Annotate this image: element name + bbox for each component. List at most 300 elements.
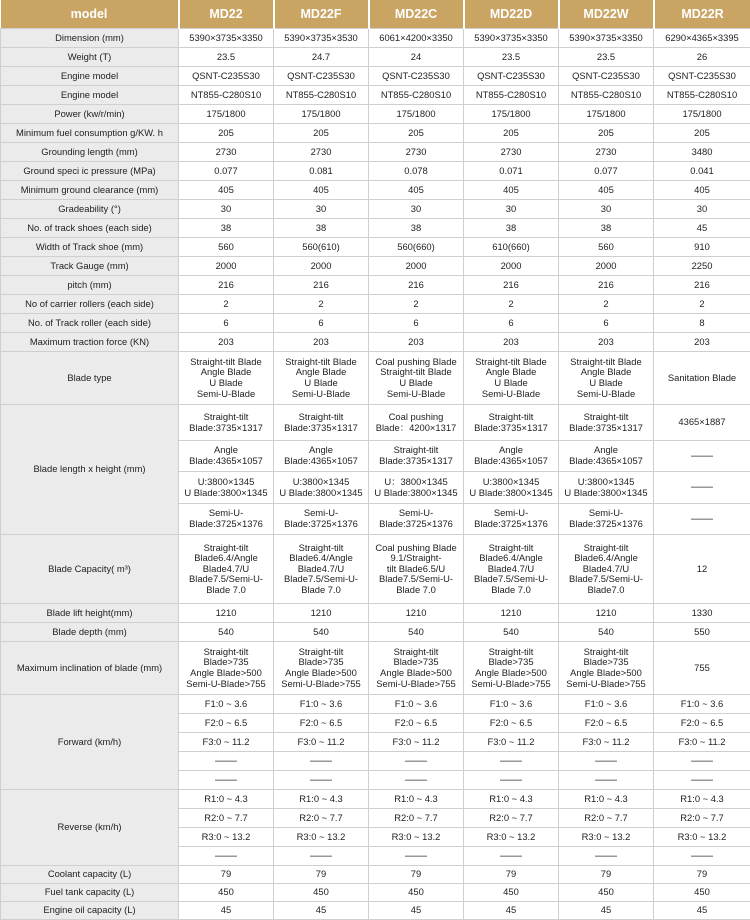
value-cell: 6 (179, 314, 274, 333)
cell-line: Semi-U-Blade>755 (181, 679, 271, 690)
value-cell: QSNT-C235S30 (559, 67, 654, 86)
value-cell: 216 (464, 276, 559, 295)
cell-line: Blade>735 (276, 657, 366, 668)
value-cell: F3:0 ~ 11.2 (559, 733, 654, 752)
value-cell: F1:0 ~ 3.6 (274, 695, 369, 714)
table-row (1, 29, 750, 48)
value-cell (654, 405, 750, 441)
value-cell: 6 (369, 314, 464, 333)
cell-line: U:3800×1345 (181, 477, 271, 488)
value-cell: 216 (559, 276, 654, 295)
table-row (1, 124, 750, 143)
row-label: Blade type (1, 352, 179, 405)
value-cell: F3:0 ~ 11.2 (369, 733, 464, 752)
value-cell: 2000 (179, 257, 274, 276)
cell-line: Semi-U-Blade (276, 389, 366, 400)
value-cell: 405 (559, 181, 654, 200)
table-row (1, 866, 750, 884)
value-cell: QSNT-C235S30 (654, 67, 750, 86)
cell-line: 12 (656, 564, 748, 575)
cell-line: Angle Blade>500 (181, 668, 271, 679)
value-cell: R2:0 ~ 7.7 (464, 809, 559, 828)
value-cell (654, 441, 750, 472)
cell-line: Blade6.4/Angle (561, 553, 651, 564)
cell-line: Straight-tilt (276, 647, 366, 658)
table-row (1, 604, 750, 623)
value-cell: F2:0 ~ 6.5 (654, 714, 750, 733)
value-cell: F1:0 ~ 3.6 (654, 695, 750, 714)
value-cell: 405 (654, 181, 750, 200)
value-cell: R1:0 ~ 4.3 (274, 790, 369, 809)
value-cell: 45 (179, 902, 274, 920)
value-cell (179, 405, 274, 441)
value-cell (559, 472, 654, 504)
model-md22-header: MD22 (179, 0, 274, 29)
cell-line: Semi-U- (466, 508, 556, 519)
cell-line: Straight-tilt (181, 647, 271, 658)
value-cell: 0.077 (179, 162, 274, 181)
value-cell (464, 504, 559, 535)
model-md22d-header: MD22D (464, 0, 559, 29)
value-cell: 24.7 (274, 48, 369, 67)
value-cell: 1210 (369, 604, 464, 623)
cell-line: U Blade (561, 378, 651, 389)
cell-line: Blade:3725×1376 (466, 519, 556, 530)
value-cell: —— (179, 752, 274, 771)
value-cell: 450 (654, 884, 750, 902)
cell-line: Semi-U- (181, 508, 271, 519)
value-cell: NT855-C280S10 (654, 86, 750, 105)
cell-line: Angle Blade>500 (276, 668, 366, 679)
value-cell: 175/1800 (274, 105, 369, 124)
value-cell: 5390×3735×3350 (464, 29, 559, 48)
value-cell: 175/1800 (654, 105, 750, 124)
row-label: Engine model (1, 67, 179, 86)
value-cell: 6 (274, 314, 369, 333)
value-cell: 216 (654, 276, 750, 295)
value-cell: 203 (654, 333, 750, 352)
value-cell: 30 (179, 200, 274, 219)
model-md22c-header: MD22C (369, 0, 464, 29)
value-cell (464, 642, 559, 695)
value-cell: F2:0 ~ 6.5 (464, 714, 559, 733)
cell-line: U Blade:3800×1345 (371, 488, 461, 499)
value-cell: 560(610) (274, 238, 369, 257)
table-row (1, 86, 750, 105)
value-cell (274, 642, 369, 695)
value-cell: R3:0 ~ 13.2 (274, 828, 369, 847)
table-row (1, 181, 750, 200)
cell-line: Straight-tilt (181, 412, 271, 423)
cell-line: U Blade (181, 378, 271, 389)
value-cell: 0.078 (369, 162, 464, 181)
value-cell: 1210 (464, 604, 559, 623)
value-cell: 560 (179, 238, 274, 257)
value-cell: R1:0 ~ 4.3 (464, 790, 559, 809)
cell-line: Blade 7.0 (276, 585, 366, 596)
value-cell (274, 535, 369, 604)
cell-line: Blade7.5/Semi-U- (181, 574, 271, 585)
row-label: Power (kw/r/min) (1, 105, 179, 124)
row-label: Blade lift height(mm) (1, 604, 179, 623)
value-cell: 5390×3735×3350 (559, 29, 654, 48)
table-row (1, 352, 750, 405)
value-cell (369, 535, 464, 604)
value-cell: 1330 (654, 604, 750, 623)
value-cell: 450 (179, 884, 274, 902)
value-cell: 205 (179, 124, 274, 143)
value-cell (369, 642, 464, 695)
cell-line: Straight-tilt (276, 543, 366, 554)
cell-line: Blade7.5/Semi-U- (276, 574, 366, 585)
row-label: Blade depth (mm) (1, 623, 179, 642)
value-cell (369, 405, 464, 441)
row-label: Dimension (mm) (1, 29, 179, 48)
value-cell (464, 535, 559, 604)
value-cell: 540 (464, 623, 559, 642)
value-cell: 30 (559, 200, 654, 219)
value-cell: R1:0 ~ 4.3 (369, 790, 464, 809)
value-cell: —— (369, 752, 464, 771)
cell-line: Angle (276, 445, 366, 456)
value-cell: 216 (274, 276, 369, 295)
value-cell (274, 352, 369, 405)
table-row (1, 642, 750, 695)
cell-line: Blade:4365×1057 (276, 456, 366, 467)
value-cell: 79 (464, 866, 559, 884)
cell-line: Angle Blade (561, 367, 651, 378)
row-label: Gradeability (°) (1, 200, 179, 219)
value-cell: QSNT-C235S30 (369, 67, 464, 86)
value-cell (179, 352, 274, 405)
value-cell: —— (559, 847, 654, 866)
row-label: Engine model (1, 86, 179, 105)
value-cell: —— (559, 752, 654, 771)
value-cell (369, 352, 464, 405)
cell-line: Straight-tilt Blade (561, 357, 651, 368)
value-cell: 205 (274, 124, 369, 143)
value-cell (464, 352, 559, 405)
table-row (1, 276, 750, 295)
cell-line: —— (656, 450, 748, 462)
cell-line: Semi-U- (276, 508, 366, 519)
cell-line: Blade>735 (561, 657, 651, 668)
row-label: Minimum fuel consumption g/KW. h (1, 124, 179, 143)
value-cell: 2730 (179, 143, 274, 162)
value-cell: 2730 (464, 143, 559, 162)
value-cell: 6 (559, 314, 654, 333)
value-cell: F3:0 ~ 11.2 (274, 733, 369, 752)
value-cell: 38 (559, 219, 654, 238)
value-cell (559, 352, 654, 405)
table-row (1, 695, 750, 714)
cell-line: Semi-U-Blade (466, 389, 556, 400)
value-cell: R3:0 ~ 13.2 (464, 828, 559, 847)
cell-line: Blade:4365×1057 (466, 456, 556, 467)
value-cell: 24 (369, 48, 464, 67)
cell-line: Angle Blade>500 (561, 668, 651, 679)
cell-line: U Blade:3800×1345 (181, 488, 271, 499)
row-label: No. of Track roller (each side) (1, 314, 179, 333)
cell-line: Blade 7.0 (181, 585, 271, 596)
row-label: Blade Capacity( m³) (1, 535, 179, 604)
value-cell: —— (654, 847, 750, 866)
value-cell: 540 (559, 623, 654, 642)
value-cell: QSNT-C235S30 (464, 67, 559, 86)
value-cell: 1210 (274, 604, 369, 623)
cell-line: Coal pushing Blade (371, 357, 461, 368)
value-cell: 205 (654, 124, 750, 143)
value-cell: —— (464, 752, 559, 771)
value-cell: F3:0 ~ 11.2 (654, 733, 750, 752)
value-cell (179, 441, 274, 472)
row-label: No of carrier rollers (each side) (1, 295, 179, 314)
value-cell: 6290×4365×3395 (654, 29, 750, 48)
cell-line: Straight-tilt (371, 445, 461, 456)
value-cell: NT855-C280S10 (464, 86, 559, 105)
value-cell: 540 (179, 623, 274, 642)
value-cell: F1:0 ~ 3.6 (369, 695, 464, 714)
value-cell: —— (179, 847, 274, 866)
cell-line: Straight-tilt (466, 412, 556, 423)
value-cell: 5390×3735×3350 (179, 29, 274, 48)
row-label: Width of Track shoe (mm) (1, 238, 179, 257)
value-cell (274, 472, 369, 504)
value-cell: 405 (274, 181, 369, 200)
cell-line: Blade6.4/Angle (276, 553, 366, 564)
value-cell: R2:0 ~ 7.7 (654, 809, 750, 828)
cell-line: Straight-tilt Blade (371, 367, 461, 378)
cell-line: Blade:3725×1376 (561, 519, 651, 530)
value-cell: F2:0 ~ 6.5 (369, 714, 464, 733)
value-cell: 5390×3735×3530 (274, 29, 369, 48)
value-cell (179, 472, 274, 504)
spec-table-body (1, 29, 750, 920)
value-cell: 550 (654, 623, 750, 642)
cell-line: Semi-U-Blade (181, 389, 271, 400)
value-cell: 38 (274, 219, 369, 238)
cell-line: U Blade:3800×1345 (276, 488, 366, 499)
value-cell: 910 (654, 238, 750, 257)
value-cell: F2:0 ~ 6.5 (559, 714, 654, 733)
value-cell: 45 (559, 902, 654, 920)
value-cell: 405 (369, 181, 464, 200)
cell-line: Semi-U-Blade>755 (371, 679, 461, 690)
row-label: No. of track shoes (each side) (1, 219, 179, 238)
cell-line: Semi-U-Blade>755 (561, 679, 651, 690)
value-cell: 30 (654, 200, 750, 219)
value-cell: 79 (369, 866, 464, 884)
value-cell: —— (274, 752, 369, 771)
value-cell: R3:0 ~ 13.2 (369, 828, 464, 847)
value-cell: 203 (369, 333, 464, 352)
cell-line: Blade>735 (466, 657, 556, 668)
table-row (1, 67, 750, 86)
value-cell: 38 (464, 219, 559, 238)
value-cell: 2 (369, 295, 464, 314)
value-cell (654, 352, 750, 405)
value-cell: 45 (654, 902, 750, 920)
cell-line: Blade 7.0 (371, 585, 461, 596)
value-cell (274, 405, 369, 441)
row-label: Track Gauge (mm) (1, 257, 179, 276)
cell-line: Blade:4365×1057 (181, 456, 271, 467)
cell-line: Straight-tilt Blade (181, 357, 271, 368)
value-cell: R3:0 ~ 13.2 (654, 828, 750, 847)
value-cell: R2:0 ~ 7.7 (274, 809, 369, 828)
value-cell: 0.081 (274, 162, 369, 181)
value-cell: 2730 (274, 143, 369, 162)
value-cell (559, 405, 654, 441)
value-cell: 216 (369, 276, 464, 295)
value-cell: 540 (369, 623, 464, 642)
value-cell (559, 642, 654, 695)
cell-line: Straight-tilt (561, 543, 651, 554)
row-label: Engine oil capacity (L) (1, 902, 179, 920)
value-cell (654, 535, 750, 604)
value-cell: 30 (464, 200, 559, 219)
cell-line: Angle Blade (466, 367, 556, 378)
value-cell (559, 504, 654, 535)
cell-line: Sanitation Blade (656, 373, 748, 384)
value-cell: —— (654, 771, 750, 790)
value-cell: —— (369, 771, 464, 790)
value-cell: 79 (179, 866, 274, 884)
value-cell: R2:0 ~ 7.7 (179, 809, 274, 828)
value-cell (179, 504, 274, 535)
cell-line: Straight-tilt (371, 647, 461, 658)
cell-line: Angle (181, 445, 271, 456)
value-cell: —— (369, 847, 464, 866)
cell-line: Blade:3735×1317 (276, 423, 366, 434)
value-cell: —— (464, 771, 559, 790)
value-cell: 45 (274, 902, 369, 920)
value-cell: 205 (559, 124, 654, 143)
table-row (1, 790, 750, 809)
row-label: Reverse (km/h) (1, 790, 179, 866)
value-cell: F3:0 ~ 11.2 (179, 733, 274, 752)
cell-line: Blade:3735×1317 (371, 456, 461, 467)
cell-line: Blade:3725×1376 (371, 519, 461, 530)
row-label: Weight (T) (1, 48, 179, 67)
cell-line: Blade：4200×1317 (371, 423, 461, 434)
value-cell: 2730 (559, 143, 654, 162)
row-label: Blade length x height (mm) (1, 405, 179, 535)
value-cell: 8 (654, 314, 750, 333)
value-cell (179, 642, 274, 695)
cell-line: Straight-tilt Blade (466, 357, 556, 368)
cell-line: Blade7.5/Semi-U- (561, 574, 651, 585)
cell-line: Coal pushing Blade (371, 543, 461, 554)
cell-line: Straight-tilt (561, 647, 651, 658)
value-cell: 0.041 (654, 162, 750, 181)
value-cell: 2 (179, 295, 274, 314)
value-cell: R3:0 ~ 13.2 (559, 828, 654, 847)
value-cell (559, 441, 654, 472)
cell-line: Straight-tilt (561, 412, 651, 423)
cell-line: Blade:4365×1057 (561, 456, 651, 467)
value-cell: QSNT-C235S30 (274, 67, 369, 86)
value-cell: 2 (464, 295, 559, 314)
value-cell: 203 (559, 333, 654, 352)
value-cell: 79 (274, 866, 369, 884)
cell-line: Angle Blade (181, 367, 271, 378)
value-cell: F2:0 ~ 6.5 (274, 714, 369, 733)
value-cell: 79 (654, 866, 750, 884)
cell-line: Angle (466, 445, 556, 456)
table-row (1, 162, 750, 181)
cell-line: Semi-U- (371, 508, 461, 519)
cell-line: Straight-tilt (466, 647, 556, 658)
value-cell: 175/1800 (464, 105, 559, 124)
value-cell: —— (179, 771, 274, 790)
value-cell (464, 405, 559, 441)
value-cell: 6061×4200×3350 (369, 29, 464, 48)
value-cell: 216 (179, 276, 274, 295)
value-cell (559, 535, 654, 604)
value-cell: 30 (274, 200, 369, 219)
value-cell: 3480 (654, 143, 750, 162)
value-cell: R2:0 ~ 7.7 (559, 809, 654, 828)
value-cell (369, 472, 464, 504)
value-cell: F1:0 ~ 3.6 (179, 695, 274, 714)
value-cell: 1210 (559, 604, 654, 623)
value-cell: 45 (654, 219, 750, 238)
cell-line: U:3800×1345 (466, 477, 556, 488)
cell-line: Blade>735 (181, 657, 271, 668)
row-label: Fuel tank capacity (L) (1, 884, 179, 902)
value-cell: 203 (464, 333, 559, 352)
value-cell: NT855-C280S10 (179, 86, 274, 105)
value-cell (274, 504, 369, 535)
table-row (1, 105, 750, 124)
cell-line: Semi-U- (561, 508, 651, 519)
value-cell: R3:0 ~ 13.2 (179, 828, 274, 847)
cell-line: Blade7.0 (561, 585, 651, 596)
cell-line: Straight-tilt (466, 543, 556, 554)
value-cell: 2 (559, 295, 654, 314)
value-cell (369, 441, 464, 472)
cell-line: U：3800×1345 (371, 477, 461, 488)
value-cell: 45 (369, 902, 464, 920)
value-cell: 30 (369, 200, 464, 219)
row-label: Grounding length (mm) (1, 143, 179, 162)
row-label: Coolant capacity (L) (1, 866, 179, 884)
value-cell: 23.5 (559, 48, 654, 67)
value-cell: 38 (179, 219, 274, 238)
table-row (1, 314, 750, 333)
model-header: model (1, 0, 179, 29)
value-cell: 540 (274, 623, 369, 642)
value-cell: 79 (559, 866, 654, 884)
cell-line: Semi-U-Blade>755 (276, 679, 366, 690)
value-cell: 6 (464, 314, 559, 333)
value-cell: 450 (464, 884, 559, 902)
value-cell: NT855-C280S10 (274, 86, 369, 105)
value-cell: —— (654, 752, 750, 771)
value-cell: 560(660) (369, 238, 464, 257)
value-cell (274, 441, 369, 472)
value-cell: 175/1800 (369, 105, 464, 124)
cell-line: Straight-tilt (181, 543, 271, 554)
table-row (1, 295, 750, 314)
value-cell (464, 441, 559, 472)
row-label: pitch (mm) (1, 276, 179, 295)
table-row (1, 884, 750, 902)
cell-line: Angle Blade>500 (371, 668, 461, 679)
value-cell: F3:0 ~ 11.2 (464, 733, 559, 752)
value-cell: 450 (274, 884, 369, 902)
